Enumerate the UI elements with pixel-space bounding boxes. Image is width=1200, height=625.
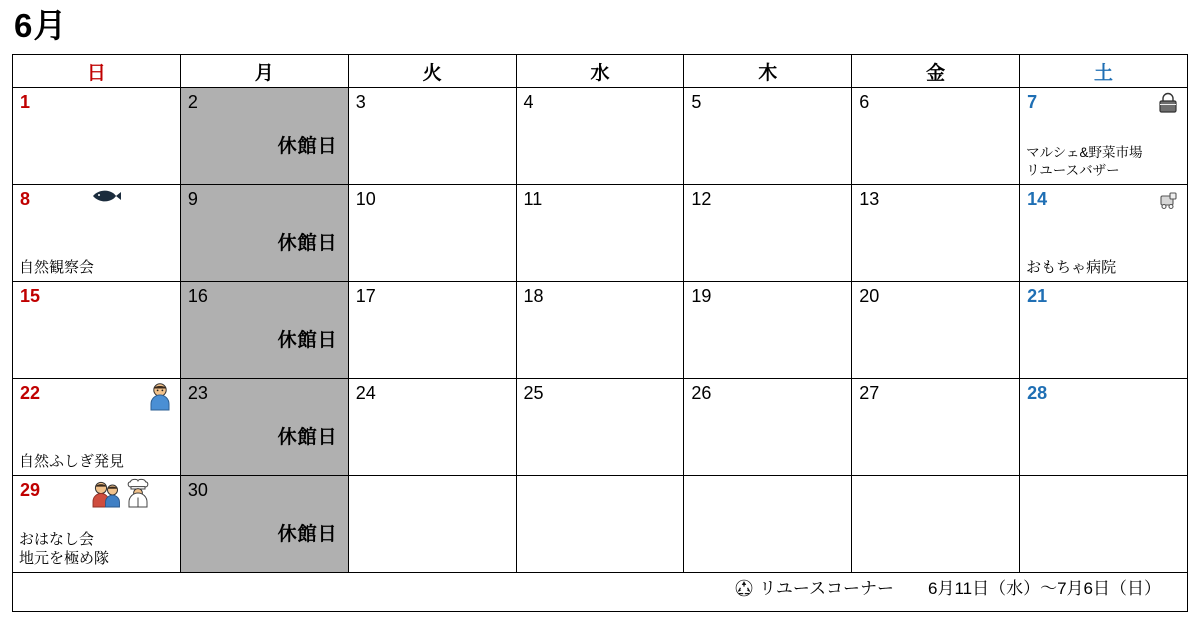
calendar-cell-empty (516, 476, 684, 573)
calendar-cell-day-21 (1020, 282, 1188, 379)
calendar-cell-day-4 (516, 88, 684, 185)
fish-icon (91, 187, 123, 210)
day-number: 18 (523, 286, 544, 306)
day-number: 23 (187, 383, 208, 403)
calendar-cell-day-29 (13, 476, 181, 573)
day-number: 20 (859, 286, 880, 306)
weekday-header-fri: 金 (852, 55, 1020, 88)
event-text: おもちゃ病院 (1026, 259, 1117, 276)
footer-label: リユースコーナー (759, 579, 894, 598)
calendar-cell-day-3 (348, 88, 516, 185)
day-number: 16 (187, 286, 208, 306)
calendar-cell-empty (684, 476, 852, 573)
event-text: 自然観察会 (19, 259, 95, 276)
weekday-header-sat: 土 (1020, 55, 1188, 88)
event-text: リユースバザー (1026, 163, 1120, 178)
calendar-cell-day-19 (684, 282, 852, 379)
day-number: 4 (523, 92, 534, 112)
event-text: マルシェ&野菜市場 (1026, 145, 1143, 160)
basket-icon (1155, 90, 1181, 121)
day-number: 5 (691, 92, 702, 112)
day-number: 28 (1027, 383, 1048, 403)
event-list (19, 258, 176, 277)
calendar-cell-day-28 (1020, 379, 1188, 476)
calendar-week-row (13, 282, 1188, 379)
calendar-cell-day-17 (348, 282, 516, 379)
day-number: 17 (355, 286, 376, 306)
day-number: 27 (859, 383, 880, 403)
calendar-cell-day-25 (516, 379, 684, 476)
calendar-cell-day-22 (13, 379, 181, 476)
day-number: 7 (1027, 92, 1038, 112)
calendar-cell-day-14 (1020, 185, 1188, 282)
recycle-icon (735, 579, 753, 600)
day-number: 24 (355, 383, 376, 403)
day-number: 14 (1027, 189, 1048, 209)
event-icon-group (91, 478, 151, 513)
weekday-header-row (13, 55, 1188, 88)
calendar-cell-day-13 (852, 185, 1020, 282)
calendar-cell-day-10 (348, 185, 516, 282)
weekday-header-thu: 木 (684, 55, 852, 88)
event-list (1026, 258, 1183, 277)
calendar-cell-day-27 (852, 379, 1020, 476)
calendar-cell-day-7 (1020, 88, 1188, 185)
calendar-week-row (13, 185, 1188, 282)
calendar-cell-day-30 (180, 476, 348, 573)
event-icon-group (91, 187, 123, 210)
day-number: 11 (523, 189, 543, 209)
footer-period: 6月11日（水）～7月6日（日） (927, 579, 1161, 598)
event-icon-group (1155, 90, 1181, 121)
calendar-cell-day-6 (852, 88, 1020, 185)
calendar-cell-day-16 (180, 282, 348, 379)
weekday-header-tue: 火 (348, 55, 516, 88)
calendar-table (12, 54, 1188, 573)
calendar-cell-day-8 (13, 185, 181, 282)
day-number: 19 (691, 286, 712, 306)
calendar-cell-day-11 (516, 185, 684, 282)
calendar-cell-day-12 (684, 185, 852, 282)
calendar-cell-day-24 (348, 379, 516, 476)
calendar-cell-day-1 (13, 88, 181, 185)
closed-day-label: 休館日 (277, 524, 338, 545)
calendar-cell-day-9 (180, 185, 348, 282)
day-number: 22 (20, 383, 41, 403)
day-number: 6 (859, 92, 870, 112)
day-number: 29 (20, 480, 41, 500)
event-icon-group (146, 381, 174, 416)
weekday-header-sun: 日 (13, 55, 181, 88)
day-number: 12 (691, 189, 712, 209)
day-number: 9 (187, 189, 198, 209)
event-list (19, 530, 176, 568)
calendar-week-row (13, 476, 1188, 573)
calendar-cell-day-5 (684, 88, 852, 185)
calendar-cell-empty (348, 476, 516, 573)
weekday-header-mon: 月 (180, 55, 348, 88)
calendar-body (13, 88, 1188, 573)
calendar-cell-day-20 (852, 282, 1020, 379)
day-number: 30 (187, 480, 208, 500)
calendar-cell-day-23 (180, 379, 348, 476)
day-number: 1 (20, 92, 31, 112)
weekday-header-wed: 水 (516, 55, 684, 88)
calendar-cell-day-18 (516, 282, 684, 379)
closed-day-label: 休館日 (277, 330, 338, 351)
calendar-cell-day-26 (684, 379, 852, 476)
calendar-week-row (13, 88, 1188, 185)
event-text: 自然ふしぎ発見 (19, 453, 125, 470)
children-icon (91, 478, 121, 513)
day-number: 13 (859, 189, 880, 209)
toy-icon (1155, 187, 1181, 218)
day-number: 25 (523, 383, 544, 403)
calendar-cell-day-2 (180, 88, 348, 185)
day-number: 2 (187, 92, 198, 112)
day-number: 3 (355, 92, 366, 112)
event-list (19, 452, 176, 471)
calendar-cell-empty (852, 476, 1020, 573)
boy-icon (146, 381, 174, 416)
footer-bar (12, 568, 1188, 612)
event-icon-group (1155, 187, 1181, 218)
closed-day-label: 休館日 (277, 427, 338, 448)
day-number: 26 (691, 383, 712, 403)
day-number: 10 (355, 189, 376, 209)
day-number: 21 (1027, 286, 1048, 306)
day-number: 8 (20, 189, 31, 209)
chef-icon (125, 478, 151, 513)
event-text: おはなし会 (19, 531, 95, 548)
closed-day-label: 休館日 (277, 136, 338, 157)
calendar-week-row (13, 379, 1188, 476)
event-list (1026, 144, 1183, 180)
calendar-cell-day-15 (13, 282, 181, 379)
page-title: 6月 (14, 7, 68, 44)
calendar-cell-empty (1020, 476, 1188, 573)
closed-day-label: 休館日 (277, 233, 338, 254)
event-text: 地元を極め隊 (19, 550, 110, 567)
day-number: 15 (20, 286, 41, 306)
